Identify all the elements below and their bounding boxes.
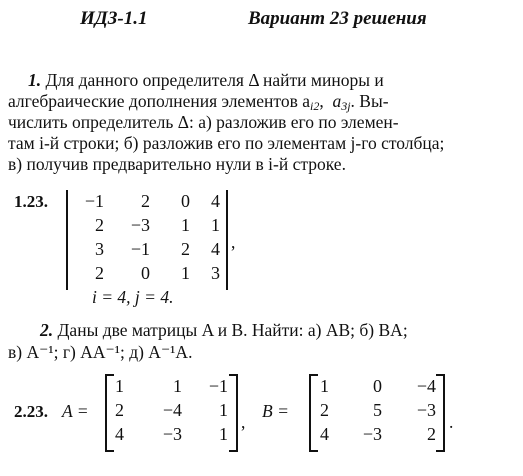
matrix-A-cell: 1 <box>219 424 228 444</box>
matrix-B-cell: 4 <box>320 424 329 444</box>
matrix-A-cell: 1 <box>173 376 182 396</box>
matrix-B-cell: 2 <box>427 424 436 444</box>
a-3j-sub: 3j <box>341 99 351 113</box>
det-cell: −3 <box>130 215 150 235</box>
matrix-A-right-bracket <box>229 374 238 452</box>
matrix-sep: , <box>241 412 246 432</box>
det-cell: 1 <box>181 263 190 283</box>
det-cell: 2 <box>181 239 190 259</box>
det-right-bar <box>226 190 228 290</box>
det-cell: 2 <box>95 215 104 235</box>
task1-line5: в) получив предварительно нули в i-й строке. <box>8 154 346 174</box>
det-cell: 4 <box>211 239 220 259</box>
a-3j: a <box>332 91 342 111</box>
matrix-B-cell: −4 <box>416 376 436 396</box>
task1-line3: числить определитель Δ: а) разложив его по элемен- <box>8 112 399 132</box>
matrix-A-cell: 2 <box>115 400 124 420</box>
matrix-A-cell: −4 <box>162 400 182 420</box>
problem1-label: 1.23. <box>14 192 48 211</box>
det-cell: 1 <box>181 215 190 235</box>
matrix-B-cell: 0 <box>373 376 382 396</box>
det-cell: 0 <box>141 263 150 283</box>
matrix-A-cell: −3 <box>162 424 182 444</box>
task1-line1 <box>28 70 384 91</box>
header-title: ИДЗ-1.1 <box>80 8 148 29</box>
matrix-B-cell: 5 <box>373 400 382 420</box>
matrix-B-cell: 1 <box>320 376 329 396</box>
det-cell: 3 <box>211 263 220 283</box>
a-i2-sub: i2 <box>309 99 320 113</box>
matrix-B-cell: 2 <box>320 400 329 420</box>
det-comma: , <box>231 232 236 252</box>
problem1-condition: i = 4, j = 4. <box>92 287 174 307</box>
matrix-A-cell: −1 <box>208 376 228 396</box>
task1-sep: , <box>319 91 324 111</box>
det-cell: 4 <box>211 191 220 211</box>
matrix-A-cell: 1 <box>115 376 124 396</box>
matrix-B-right-bracket <box>436 374 445 452</box>
det-left-bar <box>66 190 68 290</box>
matrix-B-label: B = <box>262 401 289 421</box>
task1-number: 1. <box>28 70 42 90</box>
task2-line2: в) A⁻¹; г) AA⁻¹; д) A⁻¹A. <box>8 342 193 362</box>
task1-line4: там i-й строки; б) разложив его по элементам j-го столбца; <box>8 133 445 153</box>
task1-text-line2: алгебраические дополнения элементов a <box>8 91 310 111</box>
matrix-B-cell: −3 <box>416 400 436 420</box>
task2-text-line1: Даны две матрицы A и B. Найти: а) AB; б) BA; <box>57 320 408 340</box>
matrix-A-cell: 4 <box>115 424 124 444</box>
det-cell: 3 <box>95 239 104 259</box>
task2-number: 2. <box>40 320 54 340</box>
task1-tail: . Вы- <box>350 91 389 111</box>
matrix-A-label: A = <box>62 401 89 421</box>
matrix-B-cell: −3 <box>362 424 382 444</box>
det-cell: 1 <box>211 215 220 235</box>
task2-line1 <box>40 320 408 341</box>
matrix-A-cell: 1 <box>219 400 228 420</box>
det-cell: 2 <box>141 191 150 211</box>
problem2-label: 2.23. <box>14 402 48 421</box>
det-cell: −1 <box>84 191 104 211</box>
det-cell: −1 <box>130 239 150 259</box>
det-cell: 2 <box>95 263 104 283</box>
matrix-end: . <box>449 412 454 432</box>
task1-text-line1: Для данного определителя Δ найти миноры и <box>45 70 384 90</box>
det-cell: 0 <box>181 191 190 211</box>
header-variant: Вариант 23 решения <box>248 8 427 29</box>
